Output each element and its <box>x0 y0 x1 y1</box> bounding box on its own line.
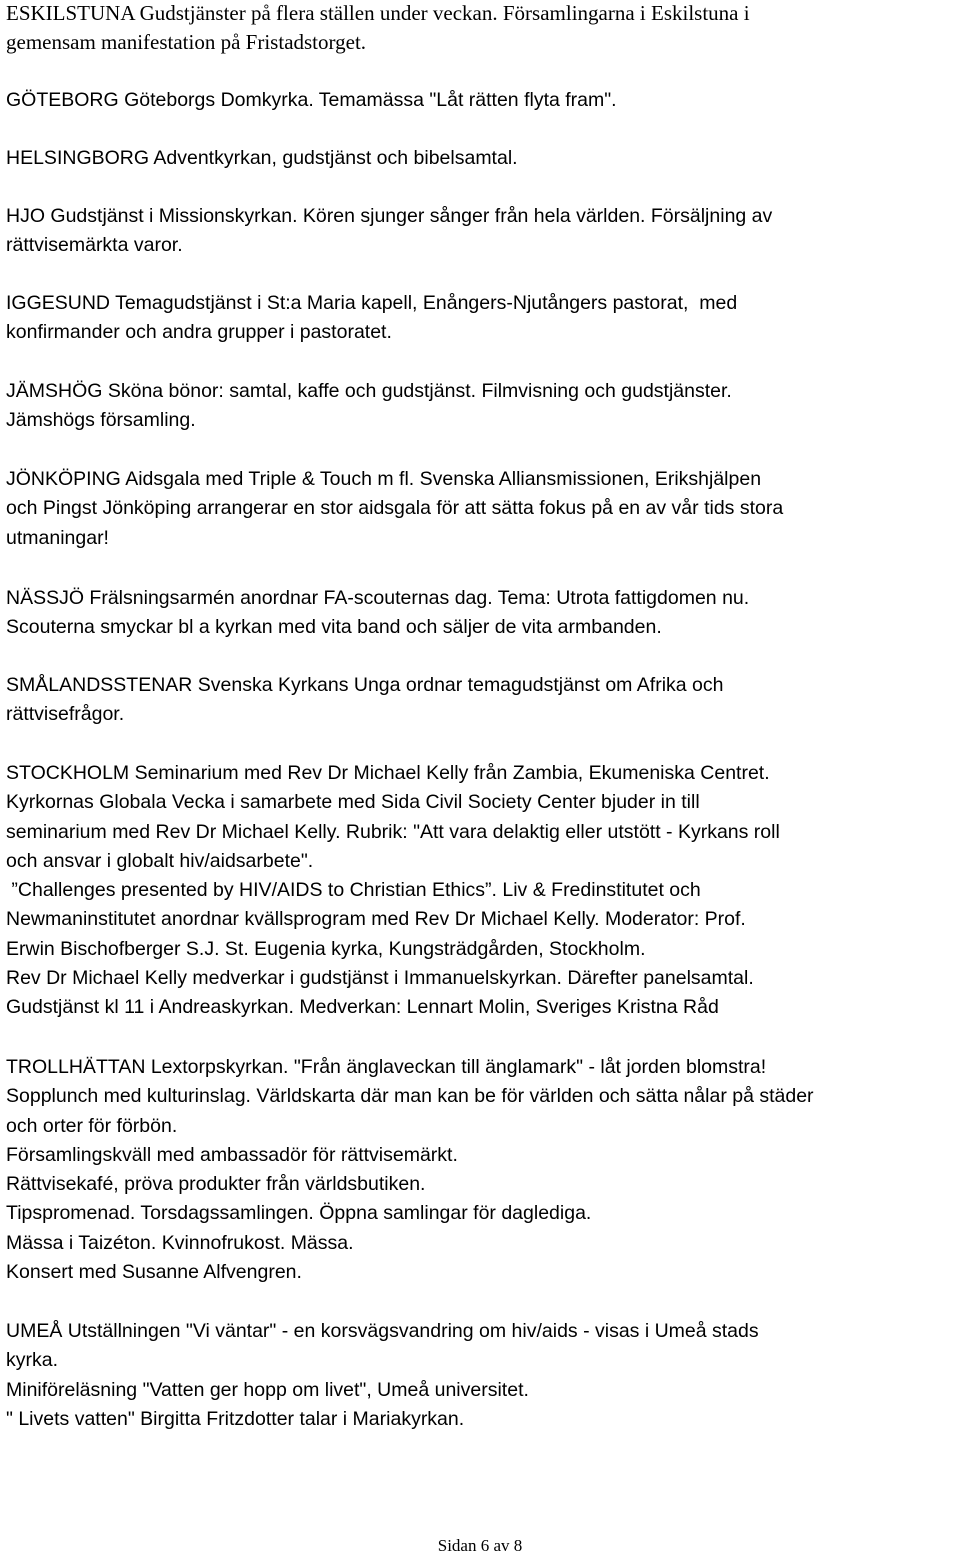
event-paragraph-helsingborg <box>6 144 518 173</box>
paragraph-line: utmaningar! <box>6 526 109 549</box>
paragraph-line: konfirmander och andra grupper i pastoratet. <box>6 321 392 344</box>
event-paragraph-goteborg <box>6 86 617 115</box>
paragraph-line: HJO Gudstjänst i Missionskyrkan. Kören sjunger sånger från hela världen. Försäljning av <box>6 205 773 227</box>
paragraph-line: Erwin Bischofberger S.J. St. Eugenia kyrka, Kungsträdgården, Stockholm. <box>6 937 646 960</box>
event-paragraph-hjo <box>6 202 772 261</box>
paragraph-line: " Livets vatten" Birgitta Fritzdotter talar i Mariakyrkan. <box>6 1407 465 1430</box>
paragraph-line: UMEÅ Utställningen "Vi väntar" - en korsvägsvandring om hiv/aids - visas i Umeå stads <box>6 1320 759 1342</box>
paragraph-line: ESKILSTUNA Gudstjänster på flera ställen under veckan. Församlingarna i Eskilstuna i <box>6 1 750 25</box>
paragraph-line: Miniföreläsning "Vatten ger hopp om livet", Umeå universitet. <box>6 1378 529 1401</box>
event-paragraph-eskilstuna <box>6 0 750 58</box>
paragraph-line: seminarium med Rev Dr Michael Kelly. Rubrik: "Att vara delaktig eller utstött - Kyrkans roll <box>6 820 780 843</box>
paragraph-line: HELSINGBORG Adventkyrkan, gudstjänst och bibelsamtal. <box>6 147 518 169</box>
paragraph-line: och Pingst Jönköping arrangerar en stor aidsgala för att sätta fokus på en av vår tids stora <box>6 497 784 520</box>
paragraph-line: TROLLHÄTTAN Lextorpskyrkan. "Från änglaveckan till änglamark" - låt jorden blomstra! <box>6 1056 767 1078</box>
event-paragraph-smalandsstenar <box>6 671 723 730</box>
event-paragraph-iggesund <box>6 289 737 348</box>
paragraph-line: GÖTEBORG Göteborgs Domkyrka. Temamässa "Låt rätten flyta fram". <box>6 89 617 111</box>
paragraph-line: JÄMSHÖG Sköna bönor: samtal, kaffe och gudstjänst. Filmvisning och gudstjänster. <box>6 380 732 402</box>
paragraph-line: STOCKHOLM Seminarium med Rev Dr Michael Kelly från Zambia, Ekumeniska Centret. <box>6 762 770 784</box>
paragraph-line: Scouterna smyckar bl a kyrkan med vita band och säljer de vita armbanden. <box>6 616 662 639</box>
paragraph-line: SMÅLANDSSTENAR Svenska Kyrkans Unga ordnar temagudstjänst om Afrika och <box>6 674 724 696</box>
paragraph-line: ”Challenges presented by HIV/AIDS to Christian Ethics”. Liv & Fredinstitutet och <box>6 879 701 902</box>
paragraph-line: och orter för förbön. <box>6 1114 178 1137</box>
paragraph-line: IGGESUND Temagudstjänst i St:a Maria kapell, Enångers-Njutångers pastorat, med <box>6 292 738 314</box>
paragraph-line: gemensam manifestation på Fristadstorget. <box>6 30 367 55</box>
paragraph-line: Mässa i Taizéton. Kvinnofrukost. Mässa. <box>6 1231 354 1254</box>
paragraph-line: Kyrkornas Globala Vecka i samarbete med Sida Civil Society Center bjuder in till <box>6 791 700 814</box>
paragraph-line: Gudstjänst kl 11 i Andreaskyrkan. Medverkan: Lennart Molin, Sveriges Kristna Råd <box>6 996 719 1019</box>
event-paragraph-jamshog <box>6 377 732 436</box>
paragraph-line: JÖNKÖPING Aidsgala med Triple & Touch m fl. Svenska Alliansmissionen, Erikshjälpen <box>6 468 762 490</box>
paragraph-line: rättvisemärkta varor. <box>6 234 183 257</box>
paragraph-line: kyrka. <box>6 1349 59 1372</box>
event-paragraph-trollhattan <box>6 1053 814 1287</box>
paragraph-line: Tipspromenad. Torsdagssamlingen. Öppna samlingar för daglediga. <box>6 1202 592 1225</box>
paragraph-line: Rev Dr Michael Kelly medverkar i gudstjänst i Immanuelskyrkan. Därefter panelsamtal. <box>6 967 754 990</box>
paragraph-line: Församlingskväll med ambassadör för rättvisemärkt. <box>6 1143 458 1166</box>
event-paragraph-stockholm <box>6 759 780 1023</box>
event-paragraph-nassjo <box>6 584 749 643</box>
paragraph-line: NÄSSJÖ Frälsningsarmén anordnar FA-scouternas dag. Tema: Utrota fattigdomen nu. <box>6 587 750 609</box>
paragraph-line: och ansvar i globalt hiv/aidsarbete". <box>6 849 314 872</box>
event-paragraph-jonkoping <box>6 465 783 553</box>
paragraph-line: Jämshögs församling. <box>6 409 196 432</box>
paragraph-line: Sopplunch med kulturinslag. Världskarta där man kan be för världen och sätta nålar på städer <box>6 1085 814 1108</box>
paragraph-line: Newmaninstitutet anordnar kvällsprogram med Rev Dr Michael Kelly. Moderator: Prof. <box>6 908 746 931</box>
page-number: Sidan 6 av 8 <box>437 1536 523 1555</box>
paragraph-line: rättvisefrågor. <box>6 703 125 726</box>
paragraph-line: Konsert med Susanne Alfvengren. <box>6 1261 302 1284</box>
event-paragraph-umea <box>6 1317 759 1434</box>
paragraph-line: Rättvisekafé, pröva produkter från världsbutiken. <box>6 1173 426 1196</box>
